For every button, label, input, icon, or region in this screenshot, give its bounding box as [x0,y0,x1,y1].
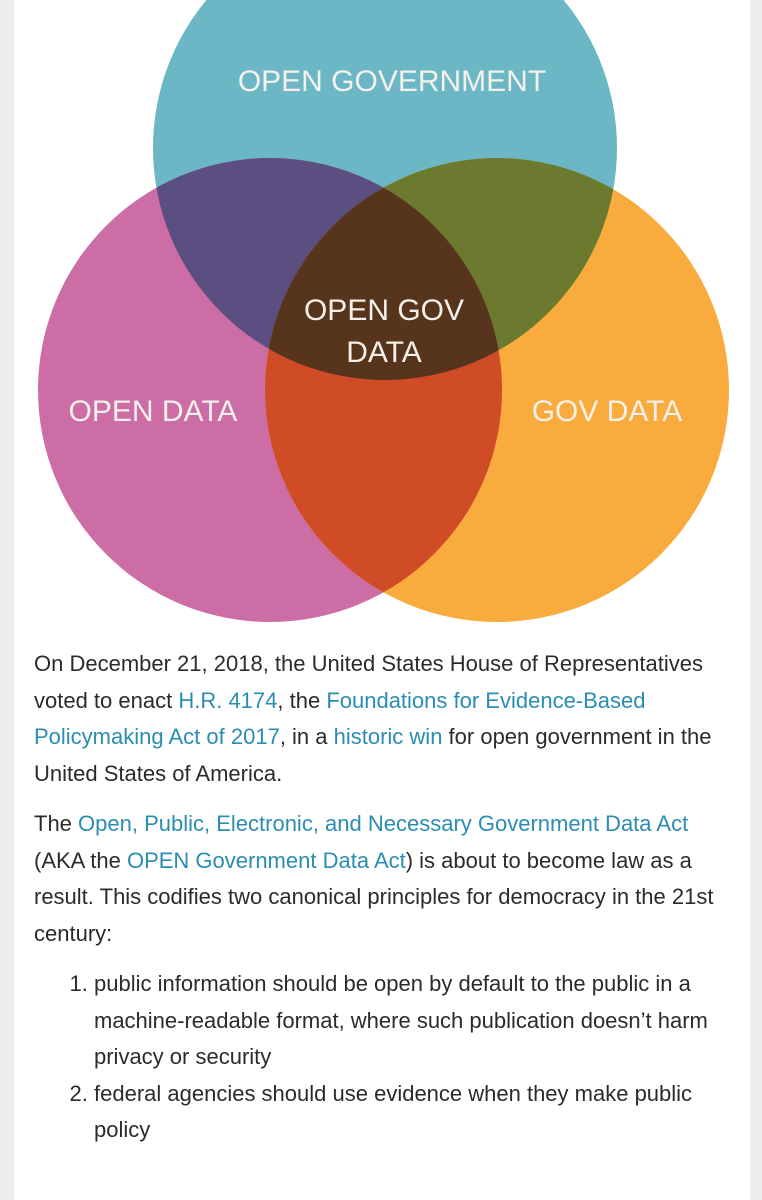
text: The [34,811,79,836]
link-foundations-act[interactable]: Foundations for Evidence-Based Policymaking Act of 2017 [34,687,646,749]
list-item: 1. public information should be open by default to the public in a machine-readable format, where such publication doesn’t harm privacy or security [94,966,724,1076]
text: , the [277,687,327,713]
link-historic-win[interactable]: historic win [333,724,443,749]
label-open-gov-data-line1: OPEN GOV [303,294,465,327]
principles-list [34,966,724,1149]
label-open-data: OPEN DATA [68,395,238,428]
list-item: 2. federal agencies should use evidence when they make public policy [94,1076,724,1149]
article-body [34,646,724,1149]
link-open-government-data-act[interactable]: OPEN Government Data Act [126,847,406,873]
text: ) is about to become law as a result. This codifies two canonical principles for democracy in the 21st century: [34,847,714,946]
paragraph-intro [34,646,724,792]
text: (AKA the [34,847,127,873]
text: for open government in the United States of America. [34,724,712,786]
label-open-government: OPEN GOVERNMENT [237,65,547,98]
label-open-gov-data-line2: DATA [346,336,422,369]
label-gov-data: GOV DATA [531,395,683,428]
link-hr-4174[interactable]: H.R. 4174 [178,687,278,713]
text: On December 21, 2018, the United States House of Representatives voted to enact [34,651,703,713]
paragraph-open-data-act [34,806,724,952]
link-open-public-act[interactable]: Open, Public, Electronic, and Necessary Government Data Act [78,811,689,836]
text: , in a [279,724,334,749]
